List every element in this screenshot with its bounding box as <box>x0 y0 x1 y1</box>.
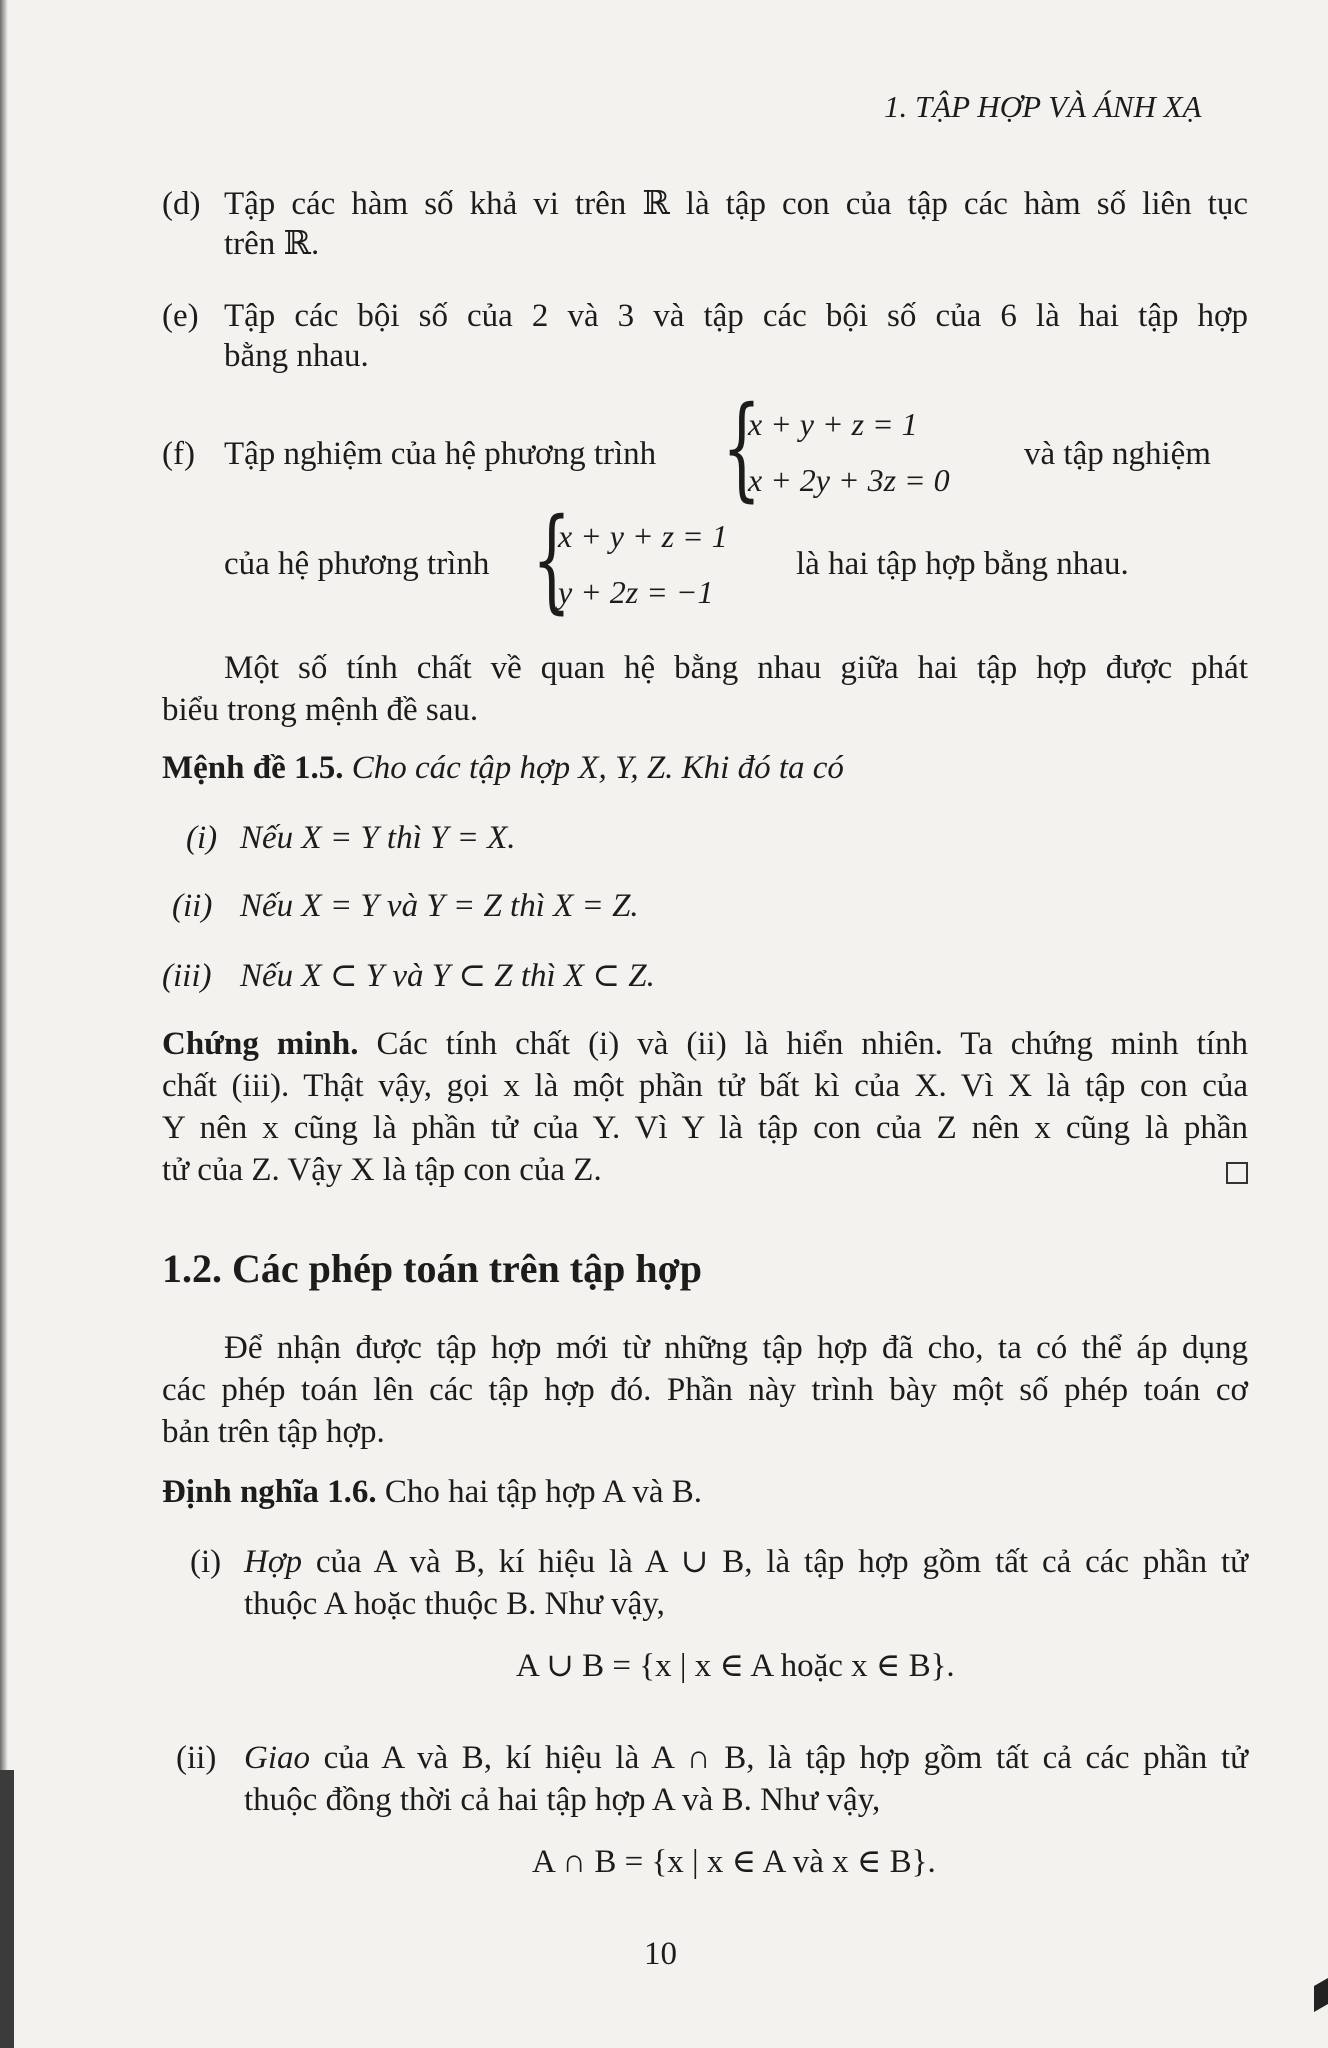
section-intro-line2: các phép toán lên các tập hợp đó. Phần này trình bày một số phép toán cơ <box>162 1372 1248 1408</box>
intro-line2: biểu trong mệnh đề sau. <box>162 692 479 728</box>
intersection-line2: thuộc đồng thời cả hai tập hợp A và B. Như vậy, <box>244 1782 881 1818</box>
item-f-text1: Tập nghiệm của hệ phương trình <box>224 436 657 472</box>
item-f-label: (f) <box>162 436 195 472</box>
intersection-line1-rest: của A và B, kí hiệu là A ∩ B, là tập hợp gồm tất cả các phần tử <box>323 1740 1248 1776</box>
proposition-statement: Cho các tập hợp X, Y, Z. Khi đó ta có <box>351 750 844 786</box>
proposition-label: Mệnh đề 1.5. <box>162 750 344 786</box>
item-d-line2: trên ℝ. <box>224 226 320 262</box>
proposition-heading <box>162 748 844 789</box>
proposition-item-label: (i) <box>186 820 218 856</box>
item-d-label: (d) <box>162 186 201 222</box>
page-edge-shadow <box>0 0 8 2048</box>
running-header: 1. TẬP HỢP VÀ ÁNH XẠ <box>884 89 1202 124</box>
proposition-item-text: Nếu X = Y thì Y = X. <box>240 820 516 856</box>
proof-line2: chất (iii). Thật vậy, gọi x là một phần tử bất kì của X. Vì X là tập con của <box>162 1068 1248 1104</box>
intersection-label: (ii) <box>176 1740 217 1776</box>
union-line2: thuộc A hoặc thuộc B. Như vậy, <box>244 1586 665 1622</box>
intersection-formula: A ∩ B = {x | x ∈ A và x ∈ B}. <box>532 1844 936 1880</box>
section-intro-line1: Để nhận được tập hợp mới từ những tập hợp đã cho, ta có thể áp dụng <box>224 1330 1248 1366</box>
system2-eq2: y + 2z = −1 <box>558 574 714 610</box>
qed-box-icon <box>1226 1162 1248 1184</box>
definition-label: Định nghĩa 1.6. <box>162 1474 377 1510</box>
item-e-line1: Tập các bội số của 2 và 3 và tập các bội số của 6 là hai tập hợp <box>224 298 1248 334</box>
proof-label: Chứng minh. <box>162 1026 359 1062</box>
proposition-item-text: Nếu X ⊂ Y và Y ⊂ Z thì X ⊂ Z. <box>240 958 655 994</box>
section-title: 1.2. Các phép toán trên tập hợp <box>162 1246 702 1291</box>
system2-brace: { <box>532 495 572 625</box>
proof-line1 <box>162 1024 1248 1065</box>
intersection-line1 <box>244 1738 1248 1779</box>
proposition-item-label: (iii) <box>162 958 212 994</box>
item-e-line2: bằng nhau. <box>224 338 369 374</box>
item-f-text2: và tập nghiệm <box>1024 436 1211 472</box>
system1-eq1: x + y + z = 1 <box>748 406 918 442</box>
item-d-line1: Tập các hàm số khả vi trên ℝ là tập con của tập các hàm số liên tục <box>224 186 1248 222</box>
union-formula: A ∪ B = {x | x ∈ A hoặc x ∈ B}. <box>516 1648 955 1684</box>
page-edge-dark <box>0 1770 14 2048</box>
system1-eq2: x + 2y + 3z = 0 <box>748 462 950 498</box>
union-line1 <box>244 1542 1248 1583</box>
section-intro-line3: bản trên tập hợp. <box>162 1414 385 1450</box>
item-f-text3: của hệ phương trình <box>224 546 490 582</box>
definition-heading <box>162 1472 702 1513</box>
proposition-item-text: Nếu X = Y và Y = Z thì X = Z. <box>240 888 639 924</box>
system1-brace: { <box>722 383 762 513</box>
intro-line1: Một số tính chất về quan hệ bằng nhau giữa hai tập hợp được phát <box>224 650 1248 686</box>
proof-text: Các tính chất (i) và (ii) là hiển nhiên. Ta chứng minh tính <box>376 1026 1248 1062</box>
page-number: 10 <box>644 1936 677 1972</box>
proof-line3: Y nên x cũng là phần tử của Y. Vì Y là tập con của Z nên x cũng là phần <box>162 1110 1248 1146</box>
definition-statement: Cho hai tập hợp A và B. <box>384 1474 703 1510</box>
proof-line4: tử của Z. Vậy X là tập con của Z. <box>162 1152 602 1188</box>
item-f-text4: là hai tập hợp bằng nhau. <box>796 546 1129 582</box>
union-term: Hợp <box>244 1544 302 1580</box>
proposition-item-label: (ii) <box>172 888 213 924</box>
system2-eq1: x + y + z = 1 <box>558 518 728 554</box>
union-label: (i) <box>190 1544 222 1580</box>
item-e-label: (e) <box>162 298 199 334</box>
intersection-term: Giao <box>244 1740 310 1776</box>
union-line1-rest: của A và B, kí hiệu là A ∪ B, là tập hợp gồm tất cả các phần tử <box>315 1544 1248 1580</box>
corner-mark <box>1314 1978 1328 2012</box>
